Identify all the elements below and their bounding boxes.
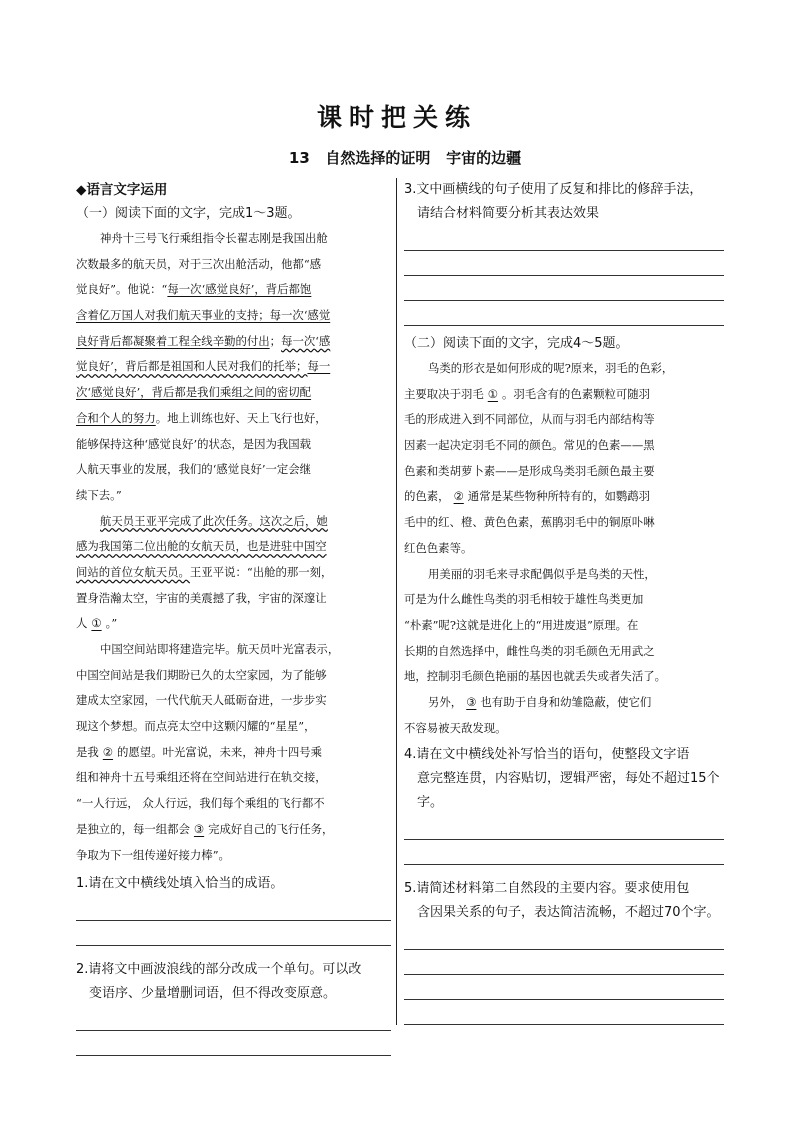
reading-instruction-1: （一）阅读下面的文字，完成1～3题。 bbox=[76, 206, 301, 221]
passage-1-paragraph-3 bbox=[76, 637, 391, 868]
right-column bbox=[404, 178, 724, 1025]
text-line: 中国空间站即将建造完毕。航天员叶光富表示， bbox=[100, 642, 340, 656]
left-column bbox=[76, 178, 391, 1056]
section-heading: ◆语言文字运用 bbox=[76, 182, 168, 198]
answer-line[interactable] bbox=[76, 896, 391, 921]
question-4-cont: 字。 bbox=[417, 795, 444, 811]
text-line: 是独立的，每一组都会 ③ 完成好自己的飞行任务， bbox=[76, 817, 391, 843]
underlined-sentence: 次‘感觉良好’，背后都是我们乘组之间的密切配 bbox=[76, 385, 312, 400]
answer-line[interactable] bbox=[404, 251, 724, 276]
page-title: 课时把关练 bbox=[316, 103, 477, 132]
text-line: 能够保持这种‘感觉良好’的状态，是因为我国载 bbox=[76, 436, 312, 451]
question-2: 2.请将文中画波浪线的部分改成一个单句。可以改 bbox=[76, 962, 362, 978]
text-line: 用美丽的羽毛来寻求配偶似乎是鸟类的天性， bbox=[428, 566, 656, 581]
answer-line[interactable] bbox=[404, 1000, 724, 1025]
text-line: 觉良好”。他说：“每一次‘感觉良好’，背后都饱 bbox=[76, 282, 312, 297]
fill-blank-3[interactable]: ③ bbox=[193, 821, 205, 836]
answer-line[interactable] bbox=[76, 921, 391, 946]
answer-line[interactable] bbox=[404, 950, 724, 975]
fill-blank-2[interactable]: ② bbox=[102, 744, 114, 759]
text-line: “朴素”呢?这就是进化上的“用进废退”原理。在 bbox=[404, 617, 639, 632]
text-line: 鸟类的形衣是如何形成的呢?原来，羽毛的色彩， bbox=[428, 361, 674, 375]
text-line: 毛的形成进入到不同部位，从而与羽毛内部结构等 bbox=[404, 412, 655, 427]
text-line: 良好背后都凝聚着工程全线辛勤的付出；每一次‘感 bbox=[76, 333, 331, 348]
text-line: 建成太空家园，一代代航天人砥砺奋进，一步步实 bbox=[76, 693, 327, 708]
wavy-underlined-sentence: 感为我国第二位出舱的女航天员，也是进驻中国空 bbox=[76, 539, 327, 554]
text-line: 另外， ③ 也有助于自身和幼雏隐蔽，使它们 bbox=[404, 690, 724, 716]
text-line bbox=[76, 380, 391, 406]
text-line: 人 ① 。” bbox=[76, 611, 391, 637]
underlined-sentence: 良好背后都凝聚着工程全线辛勤的付出 bbox=[76, 333, 270, 348]
wavy-underlined-sentence: 航天员王亚平完成了此次任务。这次之后，她 bbox=[100, 513, 328, 528]
answer-line[interactable] bbox=[404, 301, 724, 326]
underlined-sentence: 含着亿万国人对我们航天事业的支持；每一次‘感觉 bbox=[76, 308, 331, 323]
text-line: 神舟十三号飞行乘组指令长翟志刚是我国出舱 bbox=[100, 231, 328, 245]
text-line bbox=[76, 354, 391, 380]
passage-2-paragraph-2 bbox=[404, 562, 724, 690]
text-line: 置身浩瀚太空，宇宙的美震撼了我，宇宙的深邃让 bbox=[76, 590, 327, 605]
text-line: 争取为下一组传递好接力棒”。 bbox=[76, 847, 230, 862]
lesson-subtitle: 13 自然选择的证明 宇宙的边疆 bbox=[288, 149, 522, 167]
answer-line[interactable] bbox=[76, 1031, 391, 1056]
passage-2-paragraph-3 bbox=[404, 690, 724, 741]
question-5: 5.请简述材料第二自然段的主要内容。要求使用包 bbox=[404, 881, 690, 897]
text-line: 红色色素等。 bbox=[404, 540, 473, 555]
text-line: 长期的自然选择中，雌性鸟类的羽毛颜色无用武之 bbox=[404, 643, 655, 658]
question-3: 3.文中画横线的句子使用了反复和排比的修辞手法， bbox=[404, 182, 703, 197]
fill-blank-2[interactable]: ② bbox=[453, 489, 464, 504]
question-1: 1.请在文中横线处填入恰当的成语。 bbox=[76, 876, 284, 892]
wavy-underlined-sentence: 每一次‘感 bbox=[281, 333, 331, 348]
underlined-sentence: 每一次‘感觉良好’，背后都饱 bbox=[167, 282, 312, 297]
text-line bbox=[76, 303, 391, 329]
text-line: 主要取决于羽毛 ① 。羽毛含有的色素颗粒可随羽 bbox=[404, 382, 724, 408]
passage-2-paragraph-1 bbox=[404, 356, 724, 562]
text-line bbox=[76, 534, 391, 560]
text-line: “一人行远， 众人行远，我们每个乘组的飞行都不 bbox=[76, 796, 325, 811]
answer-line[interactable] bbox=[404, 925, 724, 950]
text-line: 可是为什么雌性鸟类的羽毛相较于雄性鸟类更加 bbox=[404, 592, 644, 607]
answer-line[interactable] bbox=[76, 1006, 391, 1031]
text-line: 间站的首位女航天员。王亚平说：“出舱的那一刻， bbox=[76, 564, 333, 579]
underlined-sentence: 每一 bbox=[307, 359, 331, 374]
column-divider bbox=[396, 178, 397, 1025]
text-line: 毛中的红、橙、黄色色素，蕉鹃羽毛中的铜原卟啉 bbox=[404, 515, 655, 530]
fill-blank-1[interactable]: ① bbox=[487, 386, 498, 401]
text-line: 人航天事业的发展，我们的‘感觉良好’一定会继 bbox=[76, 462, 312, 477]
text-line: 中国空间站是我们期盼已久的太空家园，为了能够 bbox=[76, 667, 327, 682]
text-line: 不容易被天敌发现。 bbox=[404, 720, 507, 735]
fill-blank-3[interactable]: ③ bbox=[466, 694, 477, 709]
text-line: 续下去。” bbox=[76, 487, 122, 502]
underlined-sentence: 合和个人的努力 bbox=[76, 410, 156, 425]
wavy-underlined-sentence: 间站的首位女航天员。 bbox=[76, 564, 190, 579]
text-line: 是我 ② 的愿望。叶光富说，未来，神舟十四号乘 bbox=[76, 740, 391, 766]
passage-1-paragraph-1 bbox=[76, 226, 391, 509]
reading-instruction-2: （二）阅读下面的文字，完成4～5题。 bbox=[404, 336, 629, 351]
answer-line[interactable] bbox=[404, 840, 724, 865]
answer-line[interactable] bbox=[404, 226, 724, 251]
answer-line[interactable] bbox=[404, 276, 724, 301]
wavy-underlined-sentence: 觉良好’，背后都是祖国和人民对我们的托举； bbox=[76, 359, 308, 374]
question-3-cont: 请结合材料简要分析其表达效果 bbox=[417, 206, 600, 221]
passage-1-paragraph-2 bbox=[76, 509, 391, 637]
text-line: 次数最多的航天员，对于三次出舱活动，他都“感 bbox=[76, 256, 322, 271]
question-2-cont: 变语序、少量增删词语，但不得改变原意。 bbox=[89, 986, 337, 1002]
question-4-cont: 意完整连贯，内容贴切，逻辑严密，每处不超过15个 bbox=[417, 771, 720, 787]
text-line: 地，控制羽毛颜色艳丽的基因也就丢失或者失活了。 bbox=[404, 669, 666, 684]
fill-blank-1[interactable]: ① bbox=[91, 616, 102, 631]
answer-line[interactable] bbox=[404, 815, 724, 840]
text-line: 的色素， ② 通常是某些物种所特有的，如鹦鹉羽 bbox=[404, 484, 724, 510]
text-line: 现这个梦想。而点亮太空中这颗闪耀的“星星”， bbox=[76, 719, 316, 734]
text-line bbox=[76, 509, 391, 535]
question-5-cont: 含因果关系的句子，表达简洁流畅，不超过70个字。 bbox=[417, 905, 720, 921]
answer-line[interactable] bbox=[404, 975, 724, 1000]
text-line: 色素和类胡萝卜素——是形成鸟类羽毛颜色最主要 bbox=[404, 463, 655, 478]
question-4: 4.请在文中横线处补写恰当的语句，使整段文字语 bbox=[404, 747, 690, 763]
text-line: 因素一起决定羽毛不同的颜色。常见的色素——黑 bbox=[404, 438, 655, 453]
text-line: 合和个人的努力。地上训练也好、天上飞行也好， bbox=[76, 410, 327, 425]
text-line: 组和神舟十五号乘组还将在空间站进行在轨交接， bbox=[76, 770, 327, 785]
